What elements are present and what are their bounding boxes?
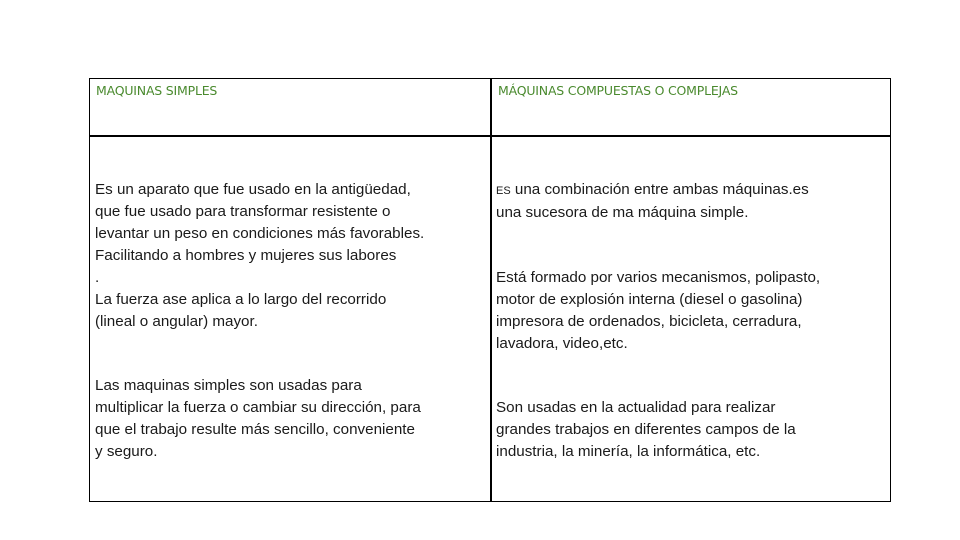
header-compound-machines: MÁQUINAS COMPUESTAS O COMPLEJAS xyxy=(498,83,738,98)
simple-machines-usage: Las maquinas simples son usadas para multiplicar la fuerza o cambiar su dirección, para que el trabajo resulte más sencillo, conveniente y seguro. xyxy=(95,377,421,460)
compound-definition-first-word: ES xyxy=(496,185,511,197)
compound-machines-examples: Está formado por varios mecanismos, polipasto, motor de explosión interna (diesel o gasolina) impresora de ordenados, bicicleta, cerradura, lavadora, video,etc. xyxy=(496,269,821,352)
comparison-table xyxy=(89,78,891,502)
header-divider xyxy=(90,135,890,137)
column-divider xyxy=(490,79,492,501)
simple-machines-definition: Es un aparato que fue usado en la antigüedad, que fue usado para transformar resistente o levantar un peso en condiciones más favorables. Facilitando a hombres y mujeres sus labores . La fuerza ase aplica a lo largo del recorrido (lineal o angular) mayor. xyxy=(95,181,425,330)
compound-machines-definition xyxy=(496,179,886,224)
compound-definition-rest: una combinación entre ambas máquinas.es una sucesora de ma máquina simple. xyxy=(496,181,809,221)
compound-machines-usage: Son usadas en la actualidad para realizar grandes trabajos en diferentes campos de la industria, la minería, la informática, etc. xyxy=(496,399,796,460)
header-simple-machines: MAQUINAS SIMPLES xyxy=(96,83,218,98)
